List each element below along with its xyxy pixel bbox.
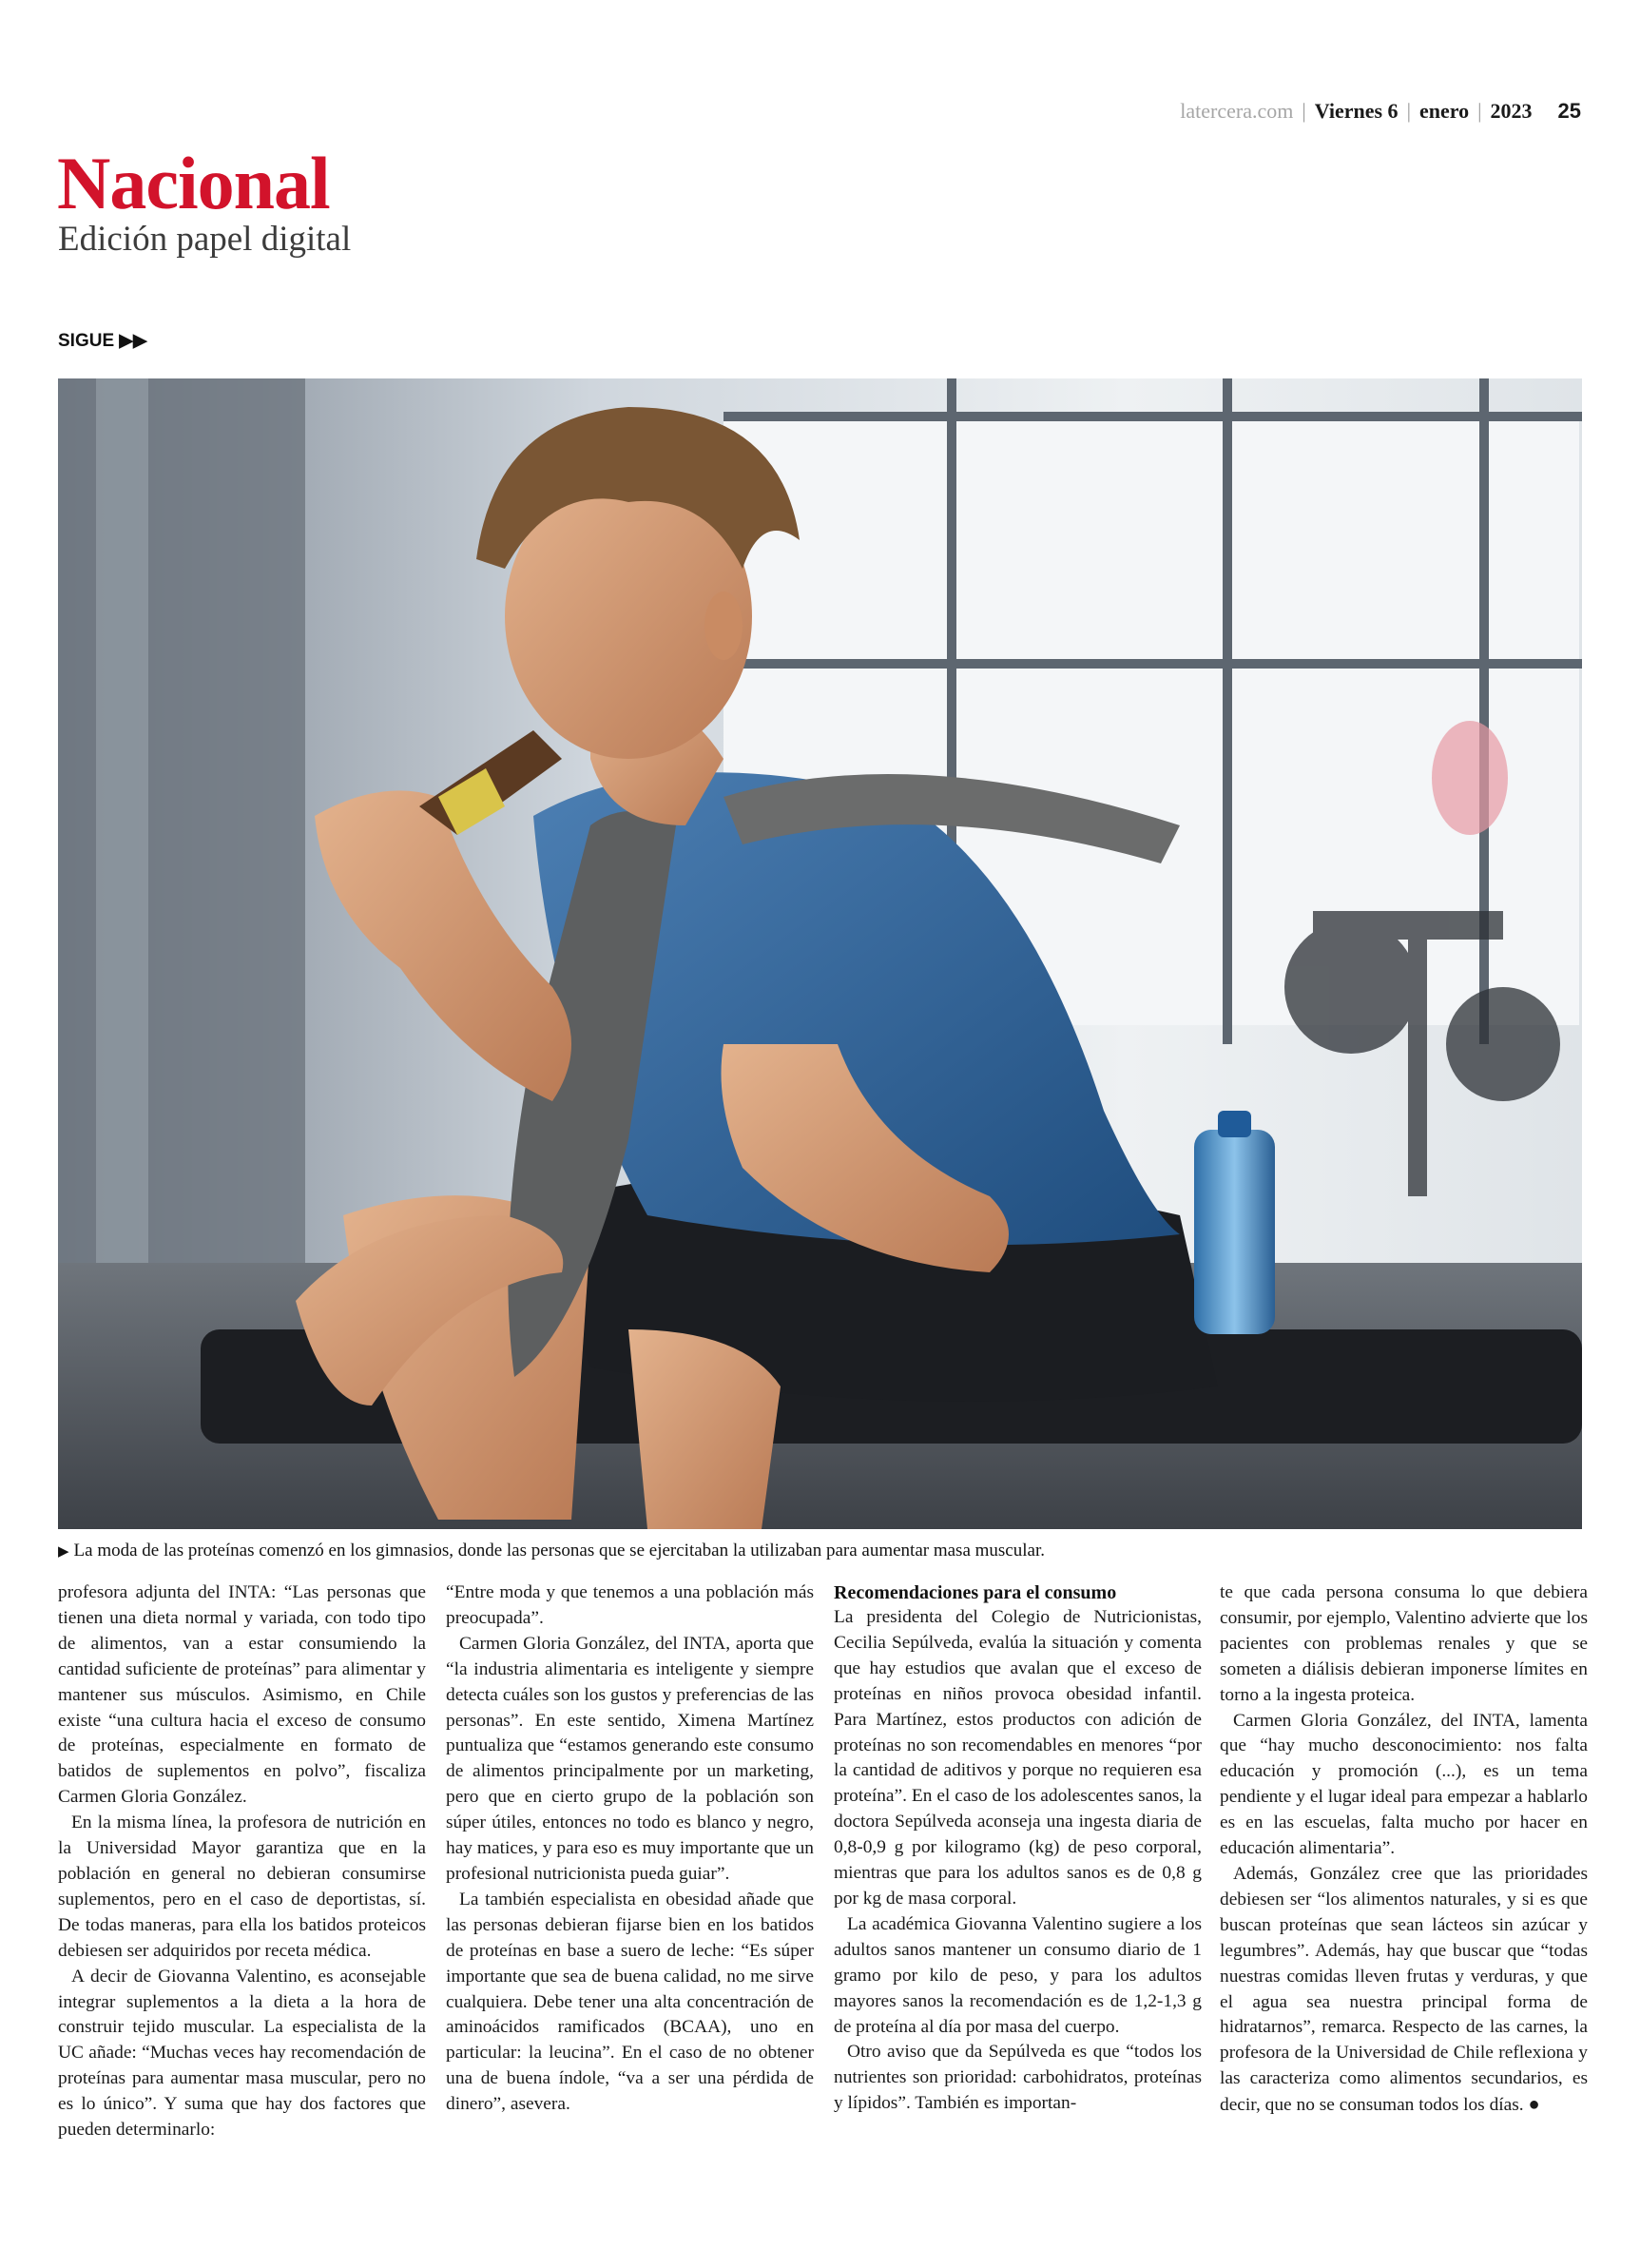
caption-text: La moda de las proteínas comenzó en los gimnasios, donde las personas que se ejercitaban la utilizaban para aumentar masa muscular. — [73, 1541, 1045, 1560]
end-mark-icon: ● — [1528, 2094, 1540, 2116]
article-paragraph: La también especialista en obesidad añade que las personas debieran fijarse bien en los batidos de proteínas en base a suero de leche: “Es súper importante que sea de buena calidad, no me sirve cualquiera. Debe tener una alta concentración de aminoácidos ramificados (BCAA), uno en particular: la leucina”. En el caso de no obtener una de buena índole, “va a ser una pérdida de dinero”, asevera. — [446, 1889, 814, 2115]
header-year: 2023 — [1490, 99, 1533, 123]
caption-arrow-icon: ▶ — [58, 1544, 69, 1560]
article-paragraph-text: Además, González cree que las prioridades debiesen ser “los alimentos naturales, y si es que buscan proteínas que sean lácteos sin azúcar y legumbres”. Además, hay que buscar que “todas nuestras comidas lleven frutas y verduras, y que el agua sea nuestra principal forma de hidratarnos”, remarca. Respecto de las carnes, la profesora de la Universidad de Chile reflexiona y las caracteriza como alimentos secundarios, es decir, que no se consuman todos los días. — [1220, 1863, 1588, 2116]
article-paragraph: profesora adjunta del INTA: “Las personas que tienen una dieta normal y variada, con todo tipo de alimentos, van a estar consumiendo la cantidad suficiente de proteínas” para alimentar y mantener sus músculos. Asimismo, en Chile existe “una cultura hacia el exceso de consumo de proteínas, especialmente en formato de batidos de suplementos en polvo”, fiscaliza Carmen Gloria González. — [58, 1582, 426, 1808]
article-paragraph: Carmen Gloria González, del INTA, aporta que “la industria alimentaria es inteligente y siempre detecta cuáles son los gustos y preferencias de las personas”. En este sentido, Ximena Martínez puntualiza que “estamos generando este consumo de alimentos principalmente por un marketing, pero que en cierto grupo de la población son súper útiles, entonces no todo es blanco y negro, hay matices, y para eso es muy importante que un profesional nutricionista pueda guiar”. — [446, 1633, 814, 1884]
article-paragraph: En la misma línea, la profesora de nutrición en la Universidad Mayor garantiza que en la población en general no debieran consumirse suplementos, pero en el caso de deportistas, sí. De todas maneras, para ella los batidos proteicos debiesen ser adquiridos por receta médica. — [58, 1812, 426, 1961]
article-paragraph: te que cada persona consuma lo que debiera consumir, por ejemplo, Valentino advierte que los pacientes con problemas renales y que se someten a diálisis debieran imponerse límites en torno a la ingesta proteica. — [1220, 1582, 1588, 1705]
article-column-4 — [1220, 1580, 1588, 2199]
article-paragraph: Otro aviso que da Sepúlveda es que “todos los nutrientes son prioridad: carbohidratos, proteínas y lípidos”. También es importan- — [834, 2042, 1202, 2114]
sigue-label[interactable]: SIGUE ▶▶ — [58, 331, 147, 351]
gym-photo-illustration — [58, 378, 1582, 1529]
header-day: Viernes 6 — [1314, 99, 1399, 123]
article-paragraph: Carmen Gloria González, del INTA, lamenta que “hay mucho desconocimiento: nos falta educación y promoción (...), es un tema pendiente y el lugar ideal para empezar a hablarlo es en las escuelas, falta mucho por hacer en educación alimentaria”. — [1220, 1710, 1588, 1859]
article-column-3 — [834, 1580, 1202, 2199]
subheading: Recomendaciones para el consumo — [834, 1582, 1117, 1603]
article-paragraph: La académica Giovanna Valentino sugiere a los adultos sanos mantener un consumo diario de 1 gramo por kilo de peso, y para los adultos mayores sanos la recomendación es de 1,2-1,3 g de proteína al día por masa del cuerpo. — [834, 1913, 1202, 2037]
header-separator: | — [1477, 99, 1482, 123]
section-title: Nacional — [57, 142, 330, 224]
article-paragraph: La presidenta del Colegio de Nutricionistas, Cecilia Sepúlveda, evalúa la situación y comenta que hay estudios que avalan que el exceso de proteínas en niños provoca obesidad infantil. Para Martínez, estos productos con adición de proteínas no son recomendables en menores “por la cantidad de aditivos y porque no requieren esa proteína”. En el caso de los adolescentes sanos, la doctora Sepúlveda aconseja una ingesta diaria de 0,8-0,9 g por kilogramo (kg) de peso corporal, mientras que para los adultos sanos es de 0,8 g por kg de masa corporal. — [834, 1607, 1202, 1909]
article-column-1 — [58, 1580, 426, 2199]
site-name[interactable]: latercera.com — [1180, 99, 1294, 123]
header-separator: | — [1302, 99, 1306, 123]
page-header — [916, 99, 1581, 129]
header-separator: | — [1406, 99, 1411, 123]
article-photo — [58, 378, 1582, 1529]
article-column-2 — [446, 1580, 814, 2199]
article-paragraph-last — [1220, 1862, 1588, 2119]
article-paragraph: “Entre moda y que tenemos a una población más preocupada”. — [446, 1582, 814, 1628]
header-month: enero — [1418, 99, 1470, 123]
article-paragraph: A decir de Giovanna Valentino, es aconsejable integrar suplementos a la dieta a la hora de construir tejido muscular. La especialista de la UC añade: “Muchas veces hay recomendación de proteínas para aumentar masa muscular, pero no es lo único”. Y suma que hay dos factores que pueden determinarlo: — [58, 1966, 426, 2141]
section-subtitle: Edición papel digital — [58, 220, 352, 259]
photo-caption — [58, 1537, 1582, 1565]
page-number: 25 — [1557, 99, 1581, 123]
